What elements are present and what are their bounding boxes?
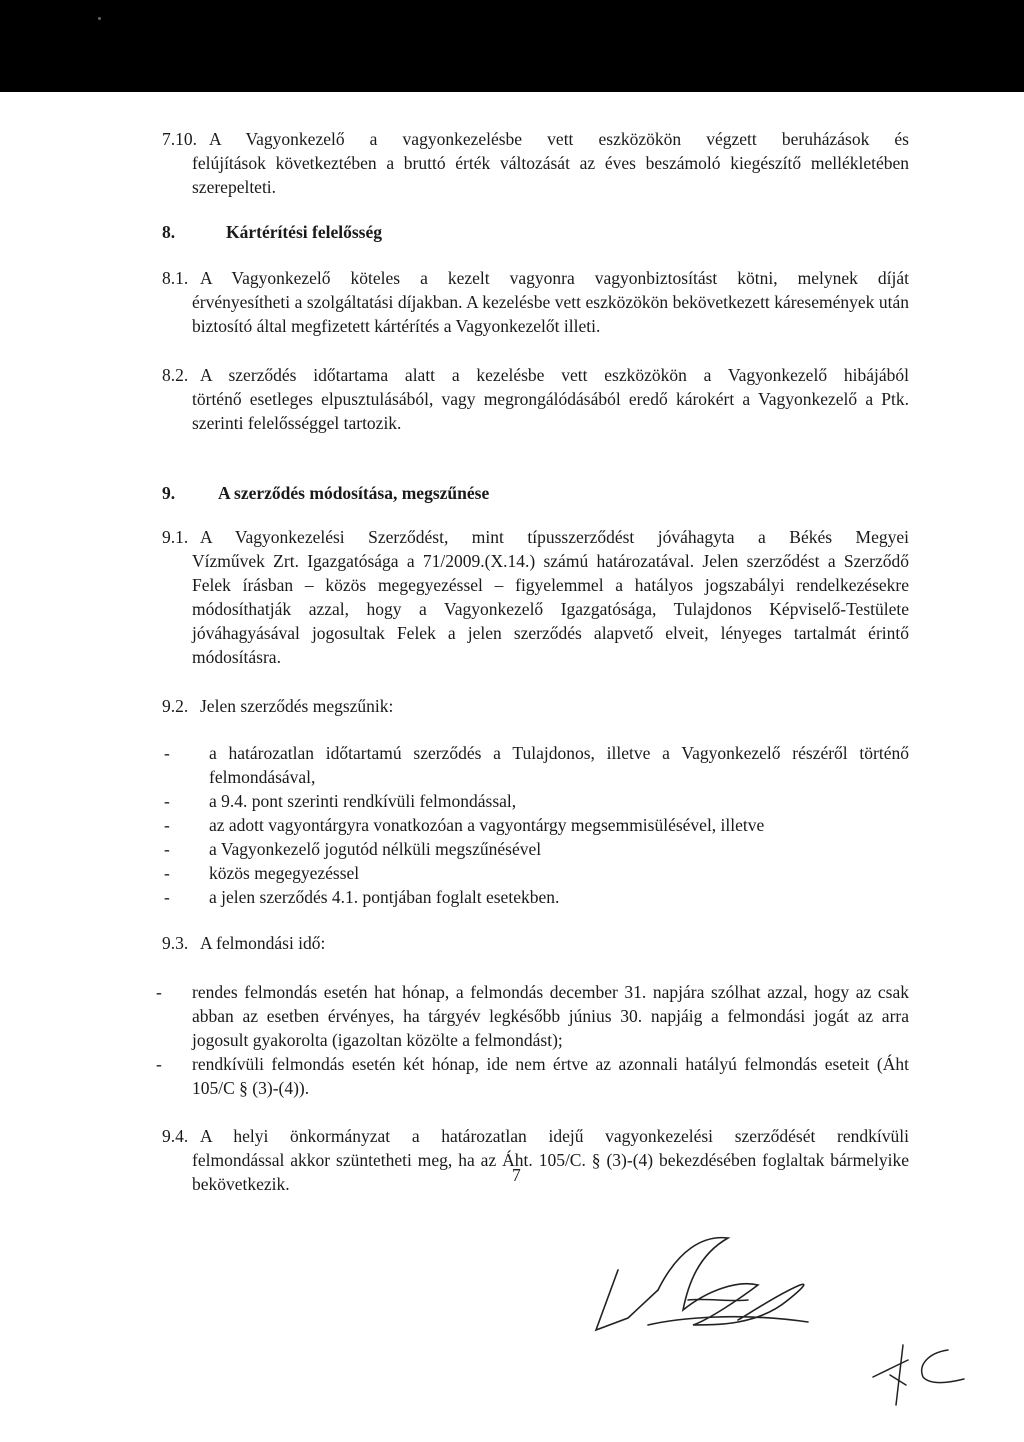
section-8-1-first-line: A Vagyonkezelő köteles a kezelt vagyonra vagyonbiztosítást kötni, melynek díját: [200, 268, 909, 288]
section-7-10-first-line: A Vagyonkezelő a vagyonkezelésbe vett eszközökön végzett beruházások és: [209, 129, 909, 149]
section-number: 8.2.: [162, 365, 189, 385]
list-item: rendes felmondás esetén hat hónap, a felmondás december 31. napjára szólhat azzal, hogy az csak abban az esetben érvényes, ha tárgyév legkésőbb június 30. napjáig a felmondási jogát az arra jogosult gyakorolta (igazoltan közölte a felmondást);: [192, 982, 909, 1050]
list-dash: -: [164, 863, 170, 883]
list-item: a 9.4. pont szerinti rendkívüli felmondással,: [209, 791, 517, 811]
list-item: az adott vagyontárgyra vonatkozóan a vagyontárgy megsemmisülésével, illetve: [209, 815, 765, 835]
section-number: 9.2.: [162, 696, 189, 716]
section-9-title: A szerződés módosítása, megszűnése: [218, 483, 490, 503]
list-dash: -: [164, 791, 170, 811]
list-dash: -: [164, 839, 170, 859]
list-item: a határozatlan időtartamú szerződés a Tulajdonos, illetve a Vagyonkezelő részéről történő felmondásával,: [209, 743, 909, 787]
list-dash: -: [156, 1054, 162, 1074]
section-7-10-text: felújítások következtében a bruttó érték változását az éves beszámoló kiegészítő mellékletében szerepelteti.: [192, 153, 909, 197]
section-9-1-text: Vízművek Zrt. Igazgatósága a 71/2009.(X.14.) számú határozatával. Jelen szerződést a Szerződő Felek írásban – közös megegyezéssel – figyelemmel a hatályos jogszabályi rendelkezésekre módosíthatják azzal, hogy a Vagyonkezelő Igazgatósága, Tulajdonos Képviselő-Testülete jóváhagyásával jogosultak Felek a jelen szerződés alapvető elveit, lényeges tartalmát érintő módosításra.: [192, 551, 909, 667]
section-number: 7.10.: [162, 129, 197, 149]
section-8-title: Kártérítési felelősség: [226, 222, 382, 242]
section-number: 9.: [162, 483, 176, 503]
section-9-4-first-line: A helyi önkormányzat a határozatlan idejű vagyonkezelési szerződését rendkívüli: [200, 1126, 909, 1146]
section-number: 9.4.: [162, 1126, 189, 1146]
list-item: a jelen szerződés 4.1. pontjában foglalt esetekben.: [209, 887, 560, 907]
section-8-2-text: történő esetleges elpusztulásából, vagy megrongálódásából eredő károkért a Vagyonkezelő a Ptk. szerinti felelősséggel tartozik.: [192, 389, 909, 433]
section-number: 8.: [162, 222, 176, 242]
list-dash: -: [164, 815, 170, 835]
signature-main: [588, 1230, 818, 1350]
scan-dark-border: [0, 0, 1024, 92]
section-number: 8.1.: [162, 268, 189, 288]
section-number: 9.3.: [162, 933, 189, 953]
list-dash: -: [164, 887, 170, 907]
section-9-2-intro: Jelen szerződés megszűnik:: [200, 696, 394, 716]
section-8-2-first-line: A szerződés időtartama alatt a kezelésbe vett eszközökön a Vagyonkezelő hibájából: [200, 365, 909, 385]
list-dash: -: [164, 743, 170, 763]
section-8-1-text: érvényesítheti a szolgáltatási díjakban. A kezelésbe vett eszközökön bekövetkezett káresemények után biztosító által megfizetett kártérítés a Vagyonkezelőt illeti.: [192, 292, 909, 336]
list-item: közös megegyezéssel: [209, 863, 360, 883]
page-number: 7: [512, 1165, 521, 1185]
list-dash: -: [156, 982, 162, 1002]
section-9-3-intro: A felmondási idő:: [200, 933, 326, 953]
section-9-4-text: felmondással akkor szüntetheti meg, ha az Áht. 105/C. § (3)-(4) bekezdésében foglaltak bármelyike bekövetkezik.: [192, 1150, 909, 1194]
section-9-1-first-line: A Vagyonkezelési Szerződést, mint típusszerződést jóváhagyta a Békés Megyei: [200, 527, 909, 547]
signature-initials: [868, 1335, 968, 1410]
list-item: a Vagyonkezelő jogutód nélküli megszűnésével: [209, 839, 542, 859]
section-number: 9.1.: [162, 527, 189, 547]
list-item: rendkívüli felmondás esetén két hónap, ide nem értve az azonnali hatályú felmondás eseteit (Áht 105/C § (3)-(4)).: [192, 1054, 909, 1098]
